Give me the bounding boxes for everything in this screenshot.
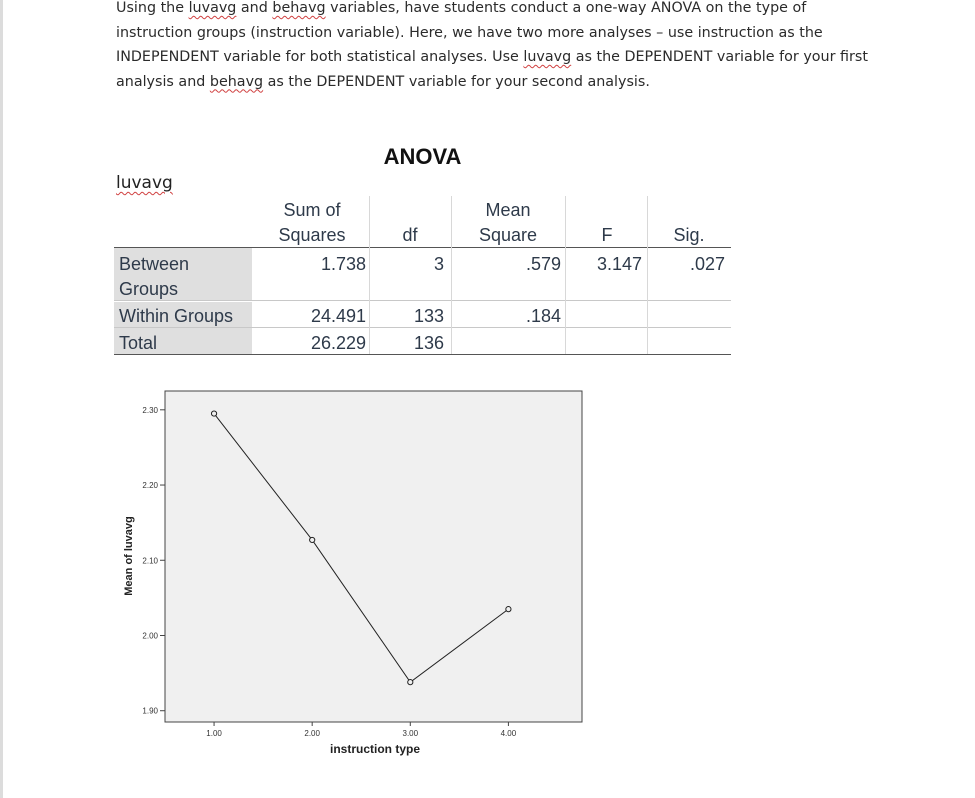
anova-title: ANOVA <box>383 144 462 169</box>
cell-ss-between: 1.738 <box>320 254 366 274</box>
header-sig: Sig. <box>673 225 705 245</box>
text-run: as the DEPENDENT variable for your second analysis. <box>263 73 650 90</box>
y-tick-label: 2.20 <box>142 481 158 491</box>
row-label-text: Between <box>119 254 190 274</box>
row-label-text: Groups <box>119 279 179 299</box>
y-axis-label: Mean of luvavg <box>123 516 135 596</box>
y-tick-label: 2.30 <box>142 405 158 415</box>
instructions-line-3 <box>116 45 876 70</box>
plot-area <box>165 391 582 722</box>
page-edge <box>0 0 3 798</box>
header-text: Square <box>478 225 538 245</box>
cell-df-total: 136 <box>413 333 444 353</box>
header-text: Mean <box>485 200 531 220</box>
text-run: Using the <box>116 0 189 16</box>
text-run: variables, have students conduct a one-way ANOVA on the type of <box>325 0 807 16</box>
col-rule <box>369 196 370 354</box>
header-text: Squares <box>278 225 346 245</box>
x-tick-label: 3.00 <box>402 729 419 738</box>
cell-ss-total: 26.229 <box>310 333 366 353</box>
anova-table <box>114 196 731 356</box>
spellcheck-word-behavg: behavg <box>209 73 264 90</box>
header-f: F <box>601 225 613 245</box>
y-tick-label: 1.90 <box>142 706 158 716</box>
means-plot-svg <box>115 385 595 765</box>
spellcheck-word-behavg: behavg <box>272 0 326 16</box>
text-run: INDEPENDENT variable for both statistical analyses. Use <box>116 49 524 65</box>
text-run: analysis and <box>116 73 210 90</box>
x-tick-label: 4.00 <box>500 729 517 738</box>
col-rule <box>565 196 566 354</box>
instructions-line-1 <box>116 0 876 21</box>
x-tick-label: 2.00 <box>304 729 320 738</box>
data-point <box>310 537 315 542</box>
header-text: Sum of <box>283 200 341 220</box>
cell-ss-within: 24.491 <box>310 306 366 326</box>
data-point <box>506 607 511 612</box>
row-rule <box>114 327 731 328</box>
header-sum-of-squares <box>256 198 368 248</box>
data-point <box>211 411 216 416</box>
row-label-between-groups <box>119 252 252 302</box>
instructions-line-4 <box>116 70 876 95</box>
cell-df-within: 133 <box>413 306 444 326</box>
data-point <box>408 680 413 685</box>
y-tick-label: 2.10 <box>142 556 158 566</box>
spellcheck-word-luvavg: luvavg <box>523 49 572 65</box>
bottom-rule <box>114 354 731 355</box>
text-run: as the DEPENDENT variable for your first <box>571 49 868 65</box>
dependent-variable-label: luvavg <box>116 173 173 193</box>
col-rule <box>647 196 648 354</box>
cell-f-between: 3.147 <box>596 254 642 274</box>
y-ticks <box>142 406 165 716</box>
y-tick-label: 2.00 <box>142 631 158 641</box>
row-label-within-groups: Within Groups <box>119 306 234 326</box>
means-plot <box>115 385 595 770</box>
cell-df-between: 3 <box>433 254 444 274</box>
row-rule <box>114 300 731 301</box>
spellcheck-word-luvavg: luvavg <box>188 0 237 16</box>
cell-ms-between: .579 <box>525 254 561 274</box>
header-mean-square <box>453 198 563 248</box>
cell-ms-within: .184 <box>525 306 561 326</box>
x-tick-label: 1.00 <box>206 729 222 738</box>
header-rule <box>114 247 731 248</box>
instructions-line-2: instruction groups (instruction variable). Here, we have two more analyses – use instruction as the <box>116 24 823 41</box>
header-df: df <box>402 225 418 245</box>
cell-sig-between: .027 <box>689 254 725 274</box>
text-run: and <box>236 0 273 16</box>
col-rule <box>451 196 452 354</box>
instructions-paragraph <box>116 0 876 94</box>
x-axis-label: instruction type <box>329 742 421 756</box>
x-ticks <box>206 722 516 738</box>
row-label-total: Total <box>119 333 158 353</box>
